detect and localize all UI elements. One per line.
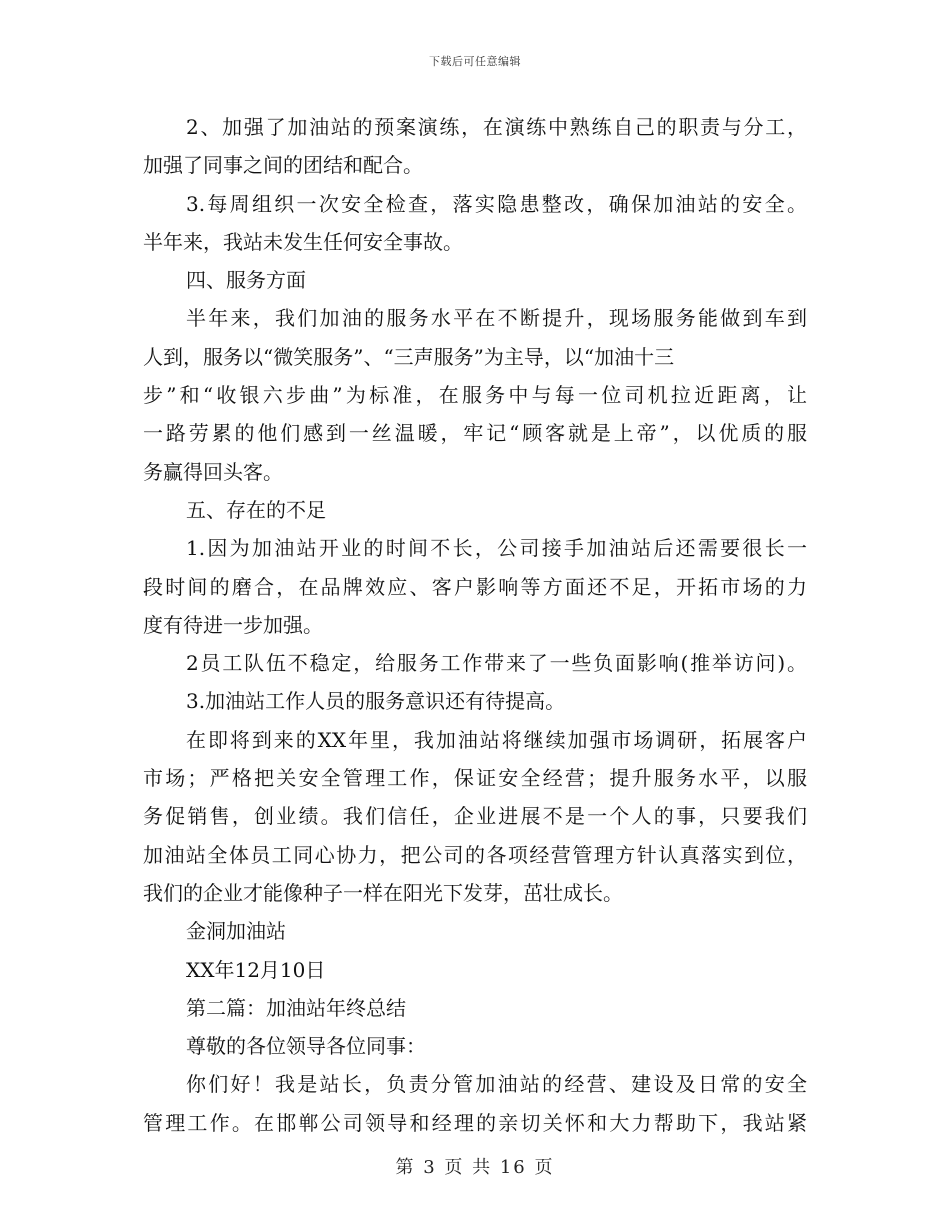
text-line: 管理工作。在邯郸公司领导和经理的亲切关怀和大力帮助下，我站紧 xyxy=(143,1110,807,1135)
text-line: 第二篇：加油站年终总结 xyxy=(186,995,406,1020)
text-line: 度有待进一步加强。 xyxy=(143,612,323,637)
text-line: 市场；严格把关安全管理工作，保证安全经营；提升服务水平，以服 xyxy=(143,766,807,791)
text-line: 半年来，我们加油的服务水平在不断提升，现场服务能做到车到 xyxy=(186,306,807,331)
text-line: 务赢得回头客。 xyxy=(143,459,283,484)
text-line: 五、存在的不足 xyxy=(186,497,326,522)
text-line: 2、加强了加油站的预案演练，在演练中熟练自己的职责与分工， xyxy=(186,115,807,139)
text-line: 我们的企业才能像种子一样在阳光下发芽，茁壮成长。 xyxy=(143,880,623,905)
text-line: XX年12月10日 xyxy=(186,957,326,982)
text-line: 步”和“收银六步曲”为标准，在服务中与每一位司机拉近距离，让 xyxy=(143,383,807,408)
page-footer: 第 3 页 共 16 页 xyxy=(395,1157,555,1178)
text-line: 半年来，我站未发生任何安全事故。 xyxy=(143,229,463,254)
text-line: 3.加油站工作人员的服务意识还有待提高。 xyxy=(186,689,566,714)
text-line: 务促销售，创业绩。我们信任，企业进展不是一个人的事，只要我们 xyxy=(143,804,807,829)
text-line: 尊敬的各位领导各位同事： xyxy=(186,1034,426,1059)
text-line: 加油站全体员工同心协力，把公司的各项经营管理方针认真落实到位， xyxy=(143,842,807,867)
text-line: 在即将到来的XX年里，我加油站将继续加强市场调研，拓展客户 xyxy=(186,727,807,752)
text-line: 3.每周组织一次安全检查，落实隐患整改，确保加油站的安全。 xyxy=(186,191,807,216)
text-line: 一路劳累的他们感到一丝温暖，牢记“顾客就是上帝”，以优质的服 xyxy=(143,421,807,446)
text-line: 人到，服务以“微笑服务”、“三声服务”为主导，以“加油十三 xyxy=(143,344,675,369)
text-line: 加强了同事之间的团结和配合。 xyxy=(143,153,423,178)
text-line: 你们好！我是站长，负责分管加油站的经营、建设及日常的安全 xyxy=(186,1072,807,1097)
document-body xyxy=(143,108,807,1142)
text-line: 金洞加油站 xyxy=(186,919,286,944)
text-line: 2员工队伍不稳定，给服务工作带来了一些负面影响(推举访问)。 xyxy=(186,651,807,676)
text-line: 1.因为加油站开业的时间不长，公司接手加油站后还需要很长一 xyxy=(186,536,807,561)
text-line: 段时间的磨合，在品牌效应、客户影响等方面还不足，开拓市场的力 xyxy=(143,574,807,599)
page-header: 下载后可任意编辑 xyxy=(429,55,521,68)
text-line: 四、服务方面 xyxy=(186,268,306,293)
